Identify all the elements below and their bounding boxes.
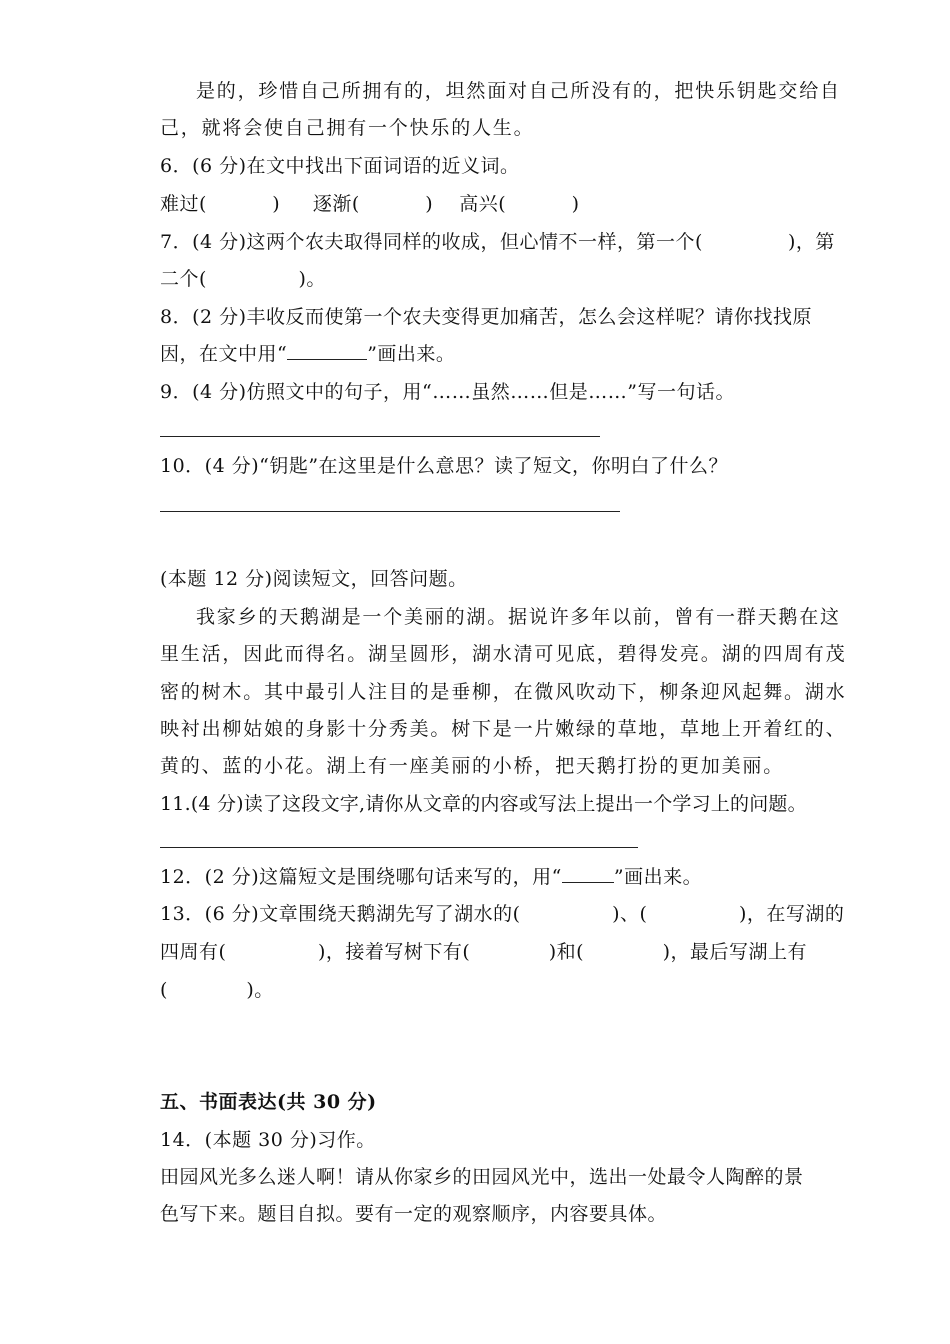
- section-intro: (本题 12 分)阅读短文，回答问题。: [160, 568, 468, 590]
- question-12-text: 12．(2 分)这篇短文是围绕哪句话来写的，用“: [160, 866, 562, 888]
- underline-blank: [562, 864, 614, 883]
- question-12-text: ”画出来。: [613, 866, 703, 888]
- question-7-line: 二个( )。: [160, 268, 326, 290]
- passage-line: 密的树木。其中最引人注目的是垂柳，在微风吹动下，柳条迎风起舞。湖水: [160, 681, 847, 703]
- question-9-stem: 9．(4 分)仿照文中的句子，用“……虽然……但是……”写一句话。: [160, 381, 735, 403]
- question-8-line: [160, 341, 455, 367]
- question-11-stem: 11.(4 分)读了这段文字,请你从文章的内容或写法上提出一个学习上的问题。: [160, 793, 807, 815]
- underline-blank: [287, 341, 367, 360]
- question-6-words: 难过( ) 逐渐( ) 高兴( ): [160, 193, 580, 215]
- section-heading: 五、书面表达(共 30 分): [160, 1091, 377, 1113]
- question-10-stem: 10．(4 分)“钥匙”在这里是什么意思？读了短文，你明白了什么？: [160, 455, 729, 477]
- question-13-line: ( )。: [160, 979, 274, 1001]
- answer-line: [160, 511, 620, 512]
- passage-line: 映衬出柳姑娘的身影十分秀美。树下是一片嫩绿的草地，草地上开着红的、: [160, 718, 847, 740]
- question-13-line: 13．(6 分)文章围绕天鹅湖先写了湖水的( )、( )，在写湖的: [160, 903, 845, 925]
- passage-line: 我家乡的天鹅湖是一个美丽的湖。据说许多年以前，曾有一群天鹅在这: [196, 606, 841, 628]
- question-12-line: [160, 864, 702, 890]
- passage-line: 黄的、蓝的小花。湖上有一座美丽的小桥，把天鹅打扮的更加美丽。: [160, 755, 785, 777]
- question-14-stem: 14．(本题 30 分)习作。: [160, 1129, 376, 1151]
- question-8-line: 8．(2 分)丰收反而使第一个农夫变得更加痛苦，怎么会这样呢？请你找找原: [160, 306, 813, 328]
- question-8-text: ”画出来。: [367, 343, 456, 365]
- passage-line: 是的，珍惜自己所拥有的，坦然面对自己所没有的，把快乐钥匙交给自: [196, 80, 841, 102]
- question-13-line: 四周有( )，接着写树下有( )和( )，最后写湖上有: [160, 941, 807, 963]
- answer-line: [160, 436, 600, 437]
- writing-prompt-line: 田园风光多么迷人啊！请从你家乡的田园风光中，选出一处最令人陶醉的景: [160, 1166, 804, 1188]
- writing-prompt-line: 色写下来。题目自拟。要有一定的观察顺序，内容要具体。: [160, 1203, 668, 1225]
- question-7-line: 7．(4 分)这两个农夫取得同样的收成，但心情不一样，第一个( )，第: [160, 231, 835, 253]
- passage-line: 己，就将会使自己拥有一个快乐的人生。: [160, 117, 535, 139]
- question-6-stem: 6．(6 分)在文中找出下面词语的近义词。: [160, 155, 520, 177]
- answer-line: [160, 847, 638, 848]
- question-8-text: 因，在文中用“: [160, 343, 288, 365]
- passage-line: 里生活，因此而得名。湖呈圆形，湖水清可见底，碧得发亮。湖的四周有茂: [160, 643, 847, 665]
